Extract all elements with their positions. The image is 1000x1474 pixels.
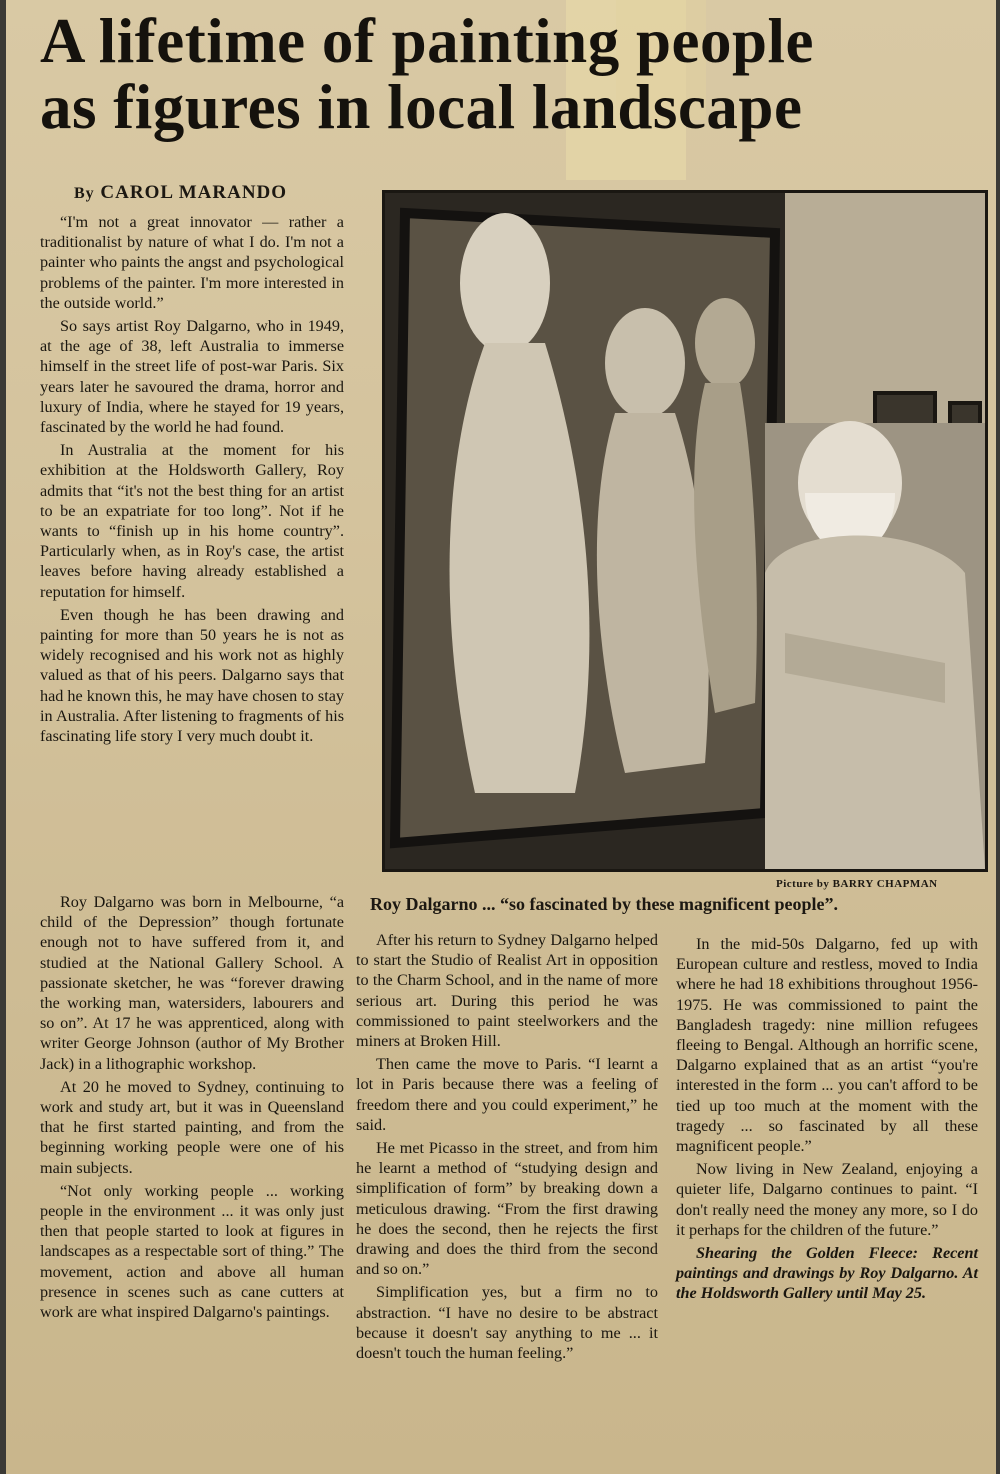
column-1-bottom: [40, 892, 344, 1325]
byline-by: By: [74, 185, 95, 202]
headline-line-1: A lifetime of painting people: [40, 6, 814, 76]
paragraph: “Not only working people ... working people in the environment ... it was only just then that people started to look at figures in landscapes as a respectable sort of thing.” The movement, action and above all human presence in scenes such as cane cutters at work are what inspired Dalgarno's paintings.: [40, 1181, 344, 1322]
newspaper-clipping: [6, 0, 996, 1474]
column-3: [676, 934, 978, 1307]
column-1-top: [40, 212, 344, 749]
paragraph: “I'm not a great innovator — rather a traditionalist by nature of what I do. I'm not a painter who paints the angst and psychological problems of the painter. I'm more interested in the outside world.”: [40, 213, 344, 312]
photo-artist-with-painting: [382, 190, 988, 872]
paragraph: Now living in New Zealand, enjoying a quieter life, Dalgarno continues to paint. “I don't really need the money any more, so I do it perhaps for the children of the future.”: [676, 1160, 978, 1239]
photo-illustration: [385, 193, 985, 869]
photo-credit: Picture by BARRY CHAPMAN: [776, 878, 938, 890]
paragraph: In Australia at the moment for his exhibition at the Holdsworth Gallery, Roy admits that “it's not the best thing for an artist to be an expatriate for too long”. Not if he wants to “finish up in his home country”. Particularly when, as in Roy's case, the artist leaves before having already established a reputation for himself.: [40, 441, 344, 601]
paragraph: Even though he has been drawing and painting for more than 50 years he is not as widely recognised and his work not as highly valued as that of his peers. Dalgarno says that had he known this, he may have chosen to stay in Australia. After listening to fragments of his fascinating life story I very much doubt it.: [40, 605, 344, 746]
headline-line-2: as figures in local landscape: [40, 72, 803, 142]
paragraph: Simplification yes, but a firm no to abstraction. “I have no desire to be abstract because it doesn't say anything to me ... it doesn't touch the human feeling.”: [356, 1283, 658, 1363]
headline: [40, 8, 1000, 140]
exhibition-note: Shearing the Golden Fleece: Recent paintings and drawings by Roy Dalgarno. At the Holdsworth Gallery until May 25.: [676, 1244, 978, 1303]
paragraph: After his return to Sydney Dalgarno helped to start the Studio of Realist Art in opposition to the Charm School, and in the name of more serious art. During this period he was commissioned to paint steelworkers and the miners at Broken Hill.: [356, 931, 658, 1051]
byline: [74, 182, 287, 204]
paragraph: At 20 he moved to Sydney, continuing to work and study art, but it was in Queensland that he first started painting, and from the beginning working people were one of his main subjects.: [40, 1077, 344, 1177]
paragraph: He met Picasso in the street, and from him he learnt a method of “studying design and simplification of form” by breaking down a meticulous drawing. “From the first drawing he does the second, then he rejects the first drawing and does the third from the second and so on.”: [356, 1139, 658, 1279]
paragraph: In the mid-50s Dalgarno, fed up with European culture and restless, moved to India where he had 18 exhibitions throughout 1956-1975. He was commissioned to paint the Bangladesh tragedy: nine million refugees fleeing to Bengal. Although an horrific scene, Dalgarno explained that as an artist “you're interested in the form ... you can't afford to be tied up too much at the moment with the tragedy ... so fascinated by all these magnificent people.”: [676, 935, 978, 1156]
byline-author: CAROL MARANDO: [100, 182, 288, 203]
paragraph: So says artist Roy Dalgarno, who in 1949, at the age of 38, left Australia to immerse himself in the street life of post-war Paris. Six years later he savoured the drama, horror and luxury of India, where he stayed for 19 years, fascinated by the world he had found.: [40, 317, 344, 437]
paragraph: Roy Dalgarno was born in Melbourne, “a child of the Depression” though fortunate enough not to have suffered from it, and studied at the National Gallery School. A passionate sketcher, he was “forever drawing the working man, watersiders, labourers and so on”. At 17 he was apprenticed, along with writer George Johnson (author of My Brother Jack) in a lithographic workshop.: [40, 893, 344, 1073]
photo-caption: Roy Dalgarno ... “so fascinated by these magnificent people”.: [370, 894, 838, 914]
column-2: [356, 930, 658, 1366]
paragraph: Then came the move to Paris. “I learnt a lot in Paris because there was a feeling of freedom there and you could experiment,” he said.: [356, 1055, 658, 1134]
